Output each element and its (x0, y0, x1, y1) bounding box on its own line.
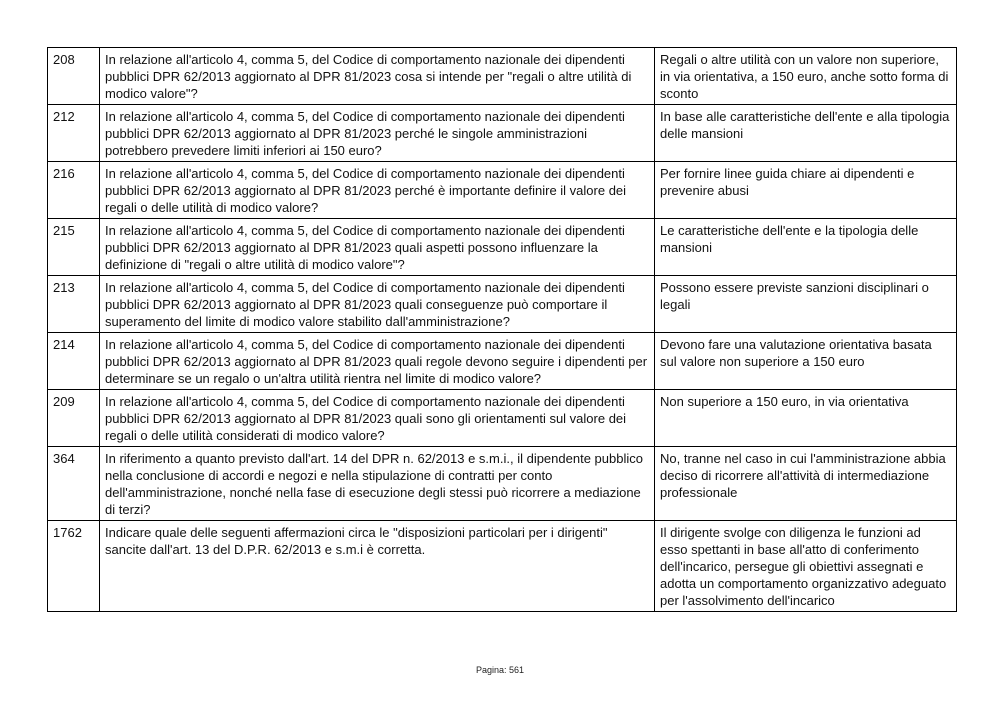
question-text: In relazione all'articolo 4, comma 5, del Codice di comportamento nazionale dei dipendenti pubblici DPR 62/2013 aggiornato al DPR 81/2023 perché è importante definire il valore dei regali o delle utilità di modico valore? (100, 162, 655, 219)
question-text: In relazione all'articolo 4, comma 5, del Codice di comportamento nazionale dei dipendenti pubblici DPR 62/2013 aggiornato al DPR 81/2023 quali regole devono seguire i dipendenti per determinare se un regalo o un'altra utilità rientra nel limite di modico valore? (100, 333, 655, 390)
qa-table-body (48, 48, 957, 612)
question-number: 212 (48, 105, 100, 162)
table-row (48, 521, 957, 612)
table-row (48, 333, 957, 390)
question-number: 215 (48, 219, 100, 276)
question-number: 1762 (48, 521, 100, 612)
answer-text: Regali o altre utilità con un valore non superiore, in via orientativa, a 150 euro, anche sotto forma di sconto (655, 48, 957, 105)
answer-text: Le caratteristiche dell'ente e la tipologia delle mansioni (655, 219, 957, 276)
answer-text: Per fornire linee guida chiare ai dipendenti e prevenire abusi (655, 162, 957, 219)
table-row (48, 219, 957, 276)
table-row (48, 276, 957, 333)
question-text: In relazione all'articolo 4, comma 5, del Codice di comportamento nazionale dei dipendenti pubblici DPR 62/2013 aggiornato al DPR 81/2023 perché le singole amministrazioni potrebbero prevedere limiti inferiori ai 150 euro? (100, 105, 655, 162)
answer-text: Il dirigente svolge con diligenza le funzioni ad esso spettanti in base all'atto di conferimento dell'incarico, persegue gli obiettivi assegnati e adotta un comportamento organizzativo adeguato per l'assolvimento dell'incarico (655, 521, 957, 612)
question-number: 364 (48, 447, 100, 521)
question-text: In relazione all'articolo 4, comma 5, del Codice di comportamento nazionale dei dipendenti pubblici DPR 62/2013 aggiornato al DPR 81/2023 cosa si intende per "regali o altre utilità di modico valore"? (100, 48, 655, 105)
answer-text: Possono essere previste sanzioni disciplinari o legali (655, 276, 957, 333)
question-number: 216 (48, 162, 100, 219)
question-text: In relazione all'articolo 4, comma 5, del Codice di comportamento nazionale dei dipendenti pubblici DPR 62/2013 aggiornato al DPR 81/2023 quali conseguenze può comportare il superamento del limite di modico valore stabilito dall'amministrazione? (100, 276, 655, 333)
answer-text: No, tranne nel caso in cui l'amministrazione abbia deciso di ricorrere all'attività di intermediazione professionale (655, 447, 957, 521)
table-row (48, 105, 957, 162)
answer-text: Devono fare una valutazione orientativa basata sul valore non superiore a 150 euro (655, 333, 957, 390)
question-text: Indicare quale delle seguenti affermazioni circa le "disposizioni particolari per i dirigenti" sancite dall'art. 13 del D.P.R. 62/2013 e s.m.i è corretta. (100, 521, 655, 612)
table-row (48, 162, 957, 219)
table-row (48, 390, 957, 447)
question-text: In riferimento a quanto previsto dall'art. 14 del DPR n. 62/2013 e s.m.i., il dipendente pubblico nella conclusione di accordi e negozi e nella stipulazione di contratti per conto dell'amministrazione, nonché nella fase di esecuzione degli stessi può ricorrere a mediazione di terzi? (100, 447, 655, 521)
table-row (48, 48, 957, 105)
table-row (48, 447, 957, 521)
qa-table (47, 47, 957, 612)
question-text: In relazione all'articolo 4, comma 5, del Codice di comportamento nazionale dei dipendenti pubblici DPR 62/2013 aggiornato al DPR 81/2023 quali sono gli orientamenti sul valore dei regali o delle utilità considerati di modico valore? (100, 390, 655, 447)
answer-text: Non superiore a 150 euro, in via orientativa (655, 390, 957, 447)
page-number-footer: Pagina: 561 (475, 665, 525, 675)
answer-text: In base alle caratteristiche dell'ente e alla tipologia delle mansioni (655, 105, 957, 162)
question-text: In relazione all'articolo 4, comma 5, del Codice di comportamento nazionale dei dipendenti pubblici DPR 62/2013 aggiornato al DPR 81/2023 quali aspetti possono influenzare la definizione di "regali o altre utilità di modico valore"? (100, 219, 655, 276)
question-number: 213 (48, 276, 100, 333)
question-number: 214 (48, 333, 100, 390)
question-number: 208 (48, 48, 100, 105)
question-number: 209 (48, 390, 100, 447)
